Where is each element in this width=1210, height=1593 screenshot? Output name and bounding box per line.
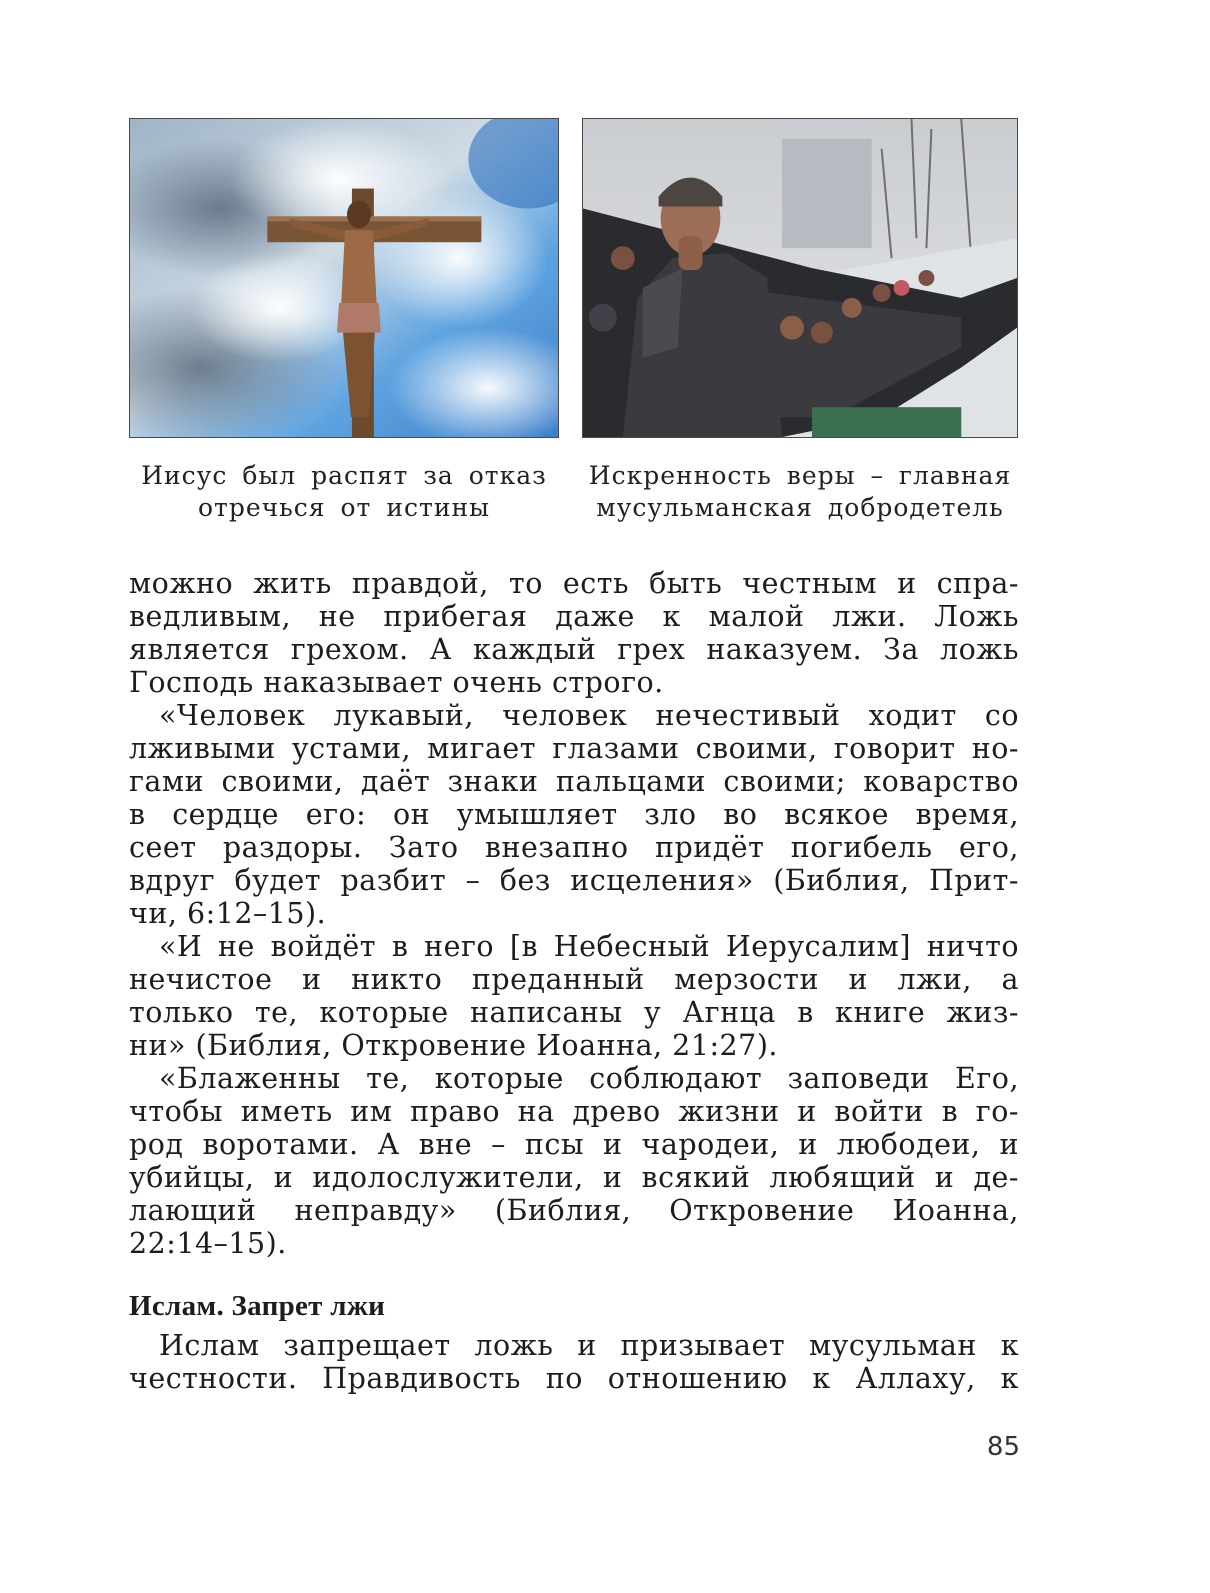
text-line: Господь наказывает очень строго. [129,666,664,699]
crucifix-photo [129,118,559,438]
text-line: является грехом. А каждый грех наказуем. За ложь [129,633,1019,666]
quote-revelation-21 [129,930,1019,1062]
text-line: ни» (Библия, Откровение Иоанна, 21:27). [129,1029,778,1062]
quote-revelation-22 [129,1062,1019,1260]
section-heading: Ислам. Запрет лжи [129,1290,386,1322]
text-line: лающий неправду» (Библия, Откровение Иоанна, [129,1194,1019,1227]
text-line: лживыми устами, мигает глазами своими, говорит но- [129,732,1019,765]
photo-caption-crucifixion [129,460,559,524]
photo-caption-sincerity [582,460,1018,524]
text-line: в сердце его: он умышляет зло во всякое время, [129,798,1019,831]
text-line: Ислам запрещает ложь и призывает мусульман к [159,1329,1019,1362]
text-line: только те, которые написаны у Агнца в книге жиз- [129,996,1019,1029]
text-line: 22:14–15). [129,1227,287,1260]
text-line: честности. Правдивость по отношению к Аллаху, к [129,1362,1019,1395]
paragraph-islam [129,1329,1019,1395]
text-line: гами своими, даёт знаки пальцами своими; коварство [129,765,1019,798]
text-line: «Человек лукавый, человек нечестивый ходит со [159,699,1019,732]
text-line: сеет раздоры. Зато внезапно придёт погибель его, [129,831,1019,864]
caption-line: Искренность веры – главная [588,461,1012,490]
paragraph-truth [129,567,1019,699]
body-text [129,567,1019,1395]
text-line: убийцы, и идолослужители, и всякий любящий и де- [129,1161,1019,1194]
text-line: «И не войдёт в него [в Небесный Иерусалим] ничто [159,930,1019,963]
text-line: можно жить правдой, то есть быть честным и спра- [129,567,1019,600]
text-line: нечистое и никто преданный мерзости и лжи, а [129,963,1019,996]
text-line: вдруг будет разбит – без исцеления» (Библия, Прит- [129,864,1019,897]
text-line: ведливым, не прибегая даже к малой лжи. Ложь [129,600,1019,633]
text-line: чи, 6:12–15). [129,897,327,930]
page-number: 85 [986,1432,1020,1462]
text-line: чтобы иметь им право на древо жизни и войти в го- [129,1095,1019,1128]
caption-line: Иисус был распят за отказ [141,461,547,490]
text-line: род воротами. А вне – псы и чародеи, и любодеи, и [129,1128,1019,1161]
caption-line: мусульманская добродетель [596,493,1004,522]
quote-proverbs [129,699,1019,930]
caption-line: отречься от истины [197,493,491,522]
prayer-photo [582,118,1018,438]
text-line: «Блаженны те, которые соблюдают заповеди Его, [159,1062,1019,1095]
